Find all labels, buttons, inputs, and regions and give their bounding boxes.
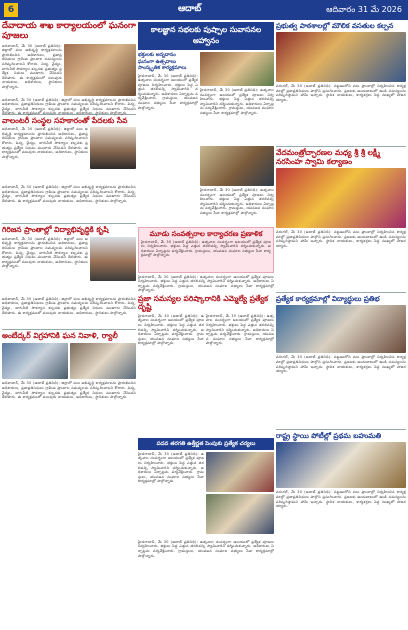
story-body: అదిలాబాద్, మే 30 (ఆదాబ్ ప్రతినిధి): జిల్లాలో పలు అభివృద్ధి కార్యక్రమాలను ప్రారంభించిన అధికారులు, ప్రజాప్రతినిధులు గ్రామీణ ప్రాంతాల సమస్యలను పరిష్కరించాలని కోరారు. విద్య, వైద్యం, తాగునీటి సౌకర్యాల కల్పనకు ప్రభుత్వం ప్రత్యేక నిధులు మంజూరు చేసిందని తెలిపారు. ఈ కార్యక్రమంలో పలువురు నాయకులు, అధికారులు, స్థానికులు పాల్గొన్నారు. (2, 127, 88, 159)
divider (276, 429, 406, 430)
left-column (2, 22, 136, 628)
story-body: హైదరాబాద్, మే 30 (ఆదాబ్ ప్రతినిధి): ఉత్సవాల సందర్భంగా ఆలయంలో ప్రత్యేక పూజలు నిర్వహించారు. భక్తులు పెద్ద ఎత్తున తరలివచ్చి స్వామివారిని దర్శించుకున్నారు. అధికారులు ఏర్పాట్లను పర్యవేక్షించారు. గ్రామస్తులు, యువజన సంఘాల సభ్యులు సేవా కార్యక్రమాల్లో పాల్గొన్నారు. (200, 88, 274, 115)
story-body: వరంగల్, మే 30 (ఆదాబ్ ప్రతినిధి): పట్టణంలోని పలు ప్రాంతాల్లో నిర్వహించిన కార్యక్రమాల్లో ప్రజాప్రతినిధులు పాల్గొని ప్రసంగించారు. ప్రజలకు అందుబాటులో ఉండి సమస్యలను పరిష్కరిస్తామని హామీ ఇచ్చారు. స్థానిక నాయకులు, కార్యకర్తలు పెద్ద సంఖ్యలో హాజరయ్యారు. (276, 230, 406, 249)
story-photo (64, 44, 136, 96)
deity-photo (276, 168, 406, 228)
section-banner: పదవ తరగతి ఉత్తీర్ణత పెంపుకు ప్రత్యేక చర్యలు (138, 438, 274, 450)
story-body: వరంగల్, మే 30 (ఆదాబ్ ప్రతినిధి): పట్టణంలోని పలు ప్రాంతాల్లో నిర్వహించిన కార్యక్రమాల్లో ప్రజాప్రతినిధులు పాల్గొని ప్రసంగించారు. ప్రజలకు అందుబాటులో ఉండి సమస్యలను పరిష్కరిస్తామని హామీ ఇచ్చారు. స్థానిక నాయకులు, కార్యకర్తలు పెద్ద సంఖ్యలో హాజరయ్యారు. (276, 355, 406, 374)
story-photo (276, 442, 406, 488)
divider (2, 329, 136, 330)
story-headline: రాష్ట్ర స్థాయి పోటీల్లో ప్రథమ బహుమతి (276, 431, 382, 441)
story-headline: వేదమంత్రోచ్ఛారణల మధ్య శ్రీ శ్రీ లక్ష్మీ నరసింహ స్వామి కల్యాణం (276, 148, 381, 166)
page-header (0, 0, 408, 20)
divider (276, 146, 406, 147)
bullet-item: ఘనంగా ఉత్సవాలు (138, 58, 177, 65)
story-body: హైదరాబాద్, మే 30 (ఆదాబ్ ప్రతినిధి): ఉత్సవాల సందర్భంగా ఆలయంలో ప్రత్యేక పూజలు నిర్వహించారు. భక్తులు పెద్ద ఎత్తున తరలివచ్చి స్వామివారిని దర్శించుకున్నారు. అధికారులు ఏర్పాట్లను పర్యవేక్షించారు. గ్రామస్తులు, యువజన సంఘాల సభ్యులు సేవా కార్యక్రమాల్లో పాల్గొన్నారు. (200, 188, 274, 215)
story-headline: వాలంటరీ సంస్థల సహకారంతో పేదలకు సేవ (2, 115, 128, 125)
center-column (138, 22, 274, 628)
story-body: హైదరాబాద్, మే 30 (ఆదాబ్ ప్రతినిధి): ఉత్సవాల సందర్భంగా ఆలయంలో ప్రత్యేక పూజలు నిర్వహించారు. భక్తులు పెద్ద ఎత్తున తరలివచ్చి స్వామివారిని దర్శించుకున్నారు. అధికారులు ఏర్పాట్లను పర్యవేక్షించారు. గ్రామస్తులు, యువజన సంఘాల సభ్యులు సేవా కార్యక్రమాల్లో పాల్గొన్నారు. (138, 539, 274, 558)
portrait-photo (90, 237, 136, 281)
story-body: హైదరాబాద్, మే 30 (ఆదాబ్ ప్రతినిధి): ఉత్సవాల సందర్భంగా ఆలయంలో ప్రత్యేక పూజలు నిర్వహించారు. భక్తులు పెద్ద ఎత్తున తరలివచ్చి స్వామివారిని దర్శించుకున్నారు. అధికారులు ఏర్పాట్లను పర్యవేక్షించారు. గ్రామస్తులు, యువజన సంఘాల సభ్యులు సేవా కార్యక్రమాల్లో పాల్గొన్నారు. (141, 239, 271, 258)
story-photo (70, 343, 136, 379)
story-headline: మూడు సంవత్సరాల కార్యాచరణ ప్రణాళిక (149, 228, 263, 238)
story-body: అదిలాబాద్, మే 30 (ఆదాబ్ ప్రతినిధి): జిల్లాలో పలు అభివృద్ధి కార్యక్రమాలను ప్రారంభించిన అధికారులు, ప్రజాప్రతినిధులు గ్రామీణ ప్రాంతాల సమస్యలను పరిష్కరించాలని కోరారు. విద్య, వైద్యం, తాగునీటి సౌకర్యాల కల్పనకు ప్రభుత్వం ప్రత్యేక నిధులు మంజూరు చేసిందని తెలిపారు. ఈ కార్యక్రమంలో పలువురు నాయకులు, అధికారులు, స్థానికులు పాల్గొన్నారు. (2, 296, 136, 315)
story-body: అదిలాబాద్, మే 30 (ఆదాబ్ ప్రతినిధి): జిల్లాలో పలు అభివృద్ధి కార్యక్రమాలను ప్రారంభించిన అధికారులు, ప్రజాప్రతినిధులు గ్రామీణ ప్రాంతాల సమస్యలను పరిష్కరించాలని కోరారు. విద్య, వైద్యం, తాగునీటి సౌకర్యాల కల్పనకు ప్రభుత్వం ప్రత్యేక నిధులు మంజూరు చేసిందని తెలిపారు. ఈ కార్యక్రమంలో పలువురు నాయకులు, అధికారులు, స్థానికులు పాల్గొన్నారు. (2, 43, 62, 89)
story-headline: ప్రభుత్వ పాఠశాలల్లో మౌలిక వసతుల కల్పన (276, 21, 394, 30)
portrait-photo (90, 127, 136, 169)
story-photo (206, 494, 274, 534)
story-headline: ప్రజా సమస్యల పరిష్కారానికి ఎమ్మెల్యే ప్రత్యేక దృష్టి (138, 293, 269, 312)
story-body: హైదరాబాద్, మే 30 (ఆదాబ్ ప్రతినిధి): ఉత్సవాల సందర్భంగా ఆలయంలో ప్రత్యేక పూజలు నిర్వహించారు. భక్తులు పెద్ద ఎత్తున తరలివచ్చి స్వామివారిని దర్శించుకున్నారు. అధికారులు ఏర్పాట్లను పర్యవేక్షించారు. గ్రామస్తులు, యువజన సంఘాల సభ్యులు సేవా కార్యక్రమాల్లో పాల్గొన్నారు. (138, 274, 274, 293)
masthead: ఆదాబ్ (178, 4, 202, 14)
story-photo (200, 52, 274, 86)
right-column (276, 22, 406, 628)
story-headline: ప్రత్యేక కార్యక్రమాల్లో విద్యార్థులు ప్రతిభ (276, 294, 380, 304)
story-headline: గిరిజన ప్రాంతాల్లో విద్యాభివృద్ధికి కృషి (2, 225, 109, 235)
story-photo (276, 32, 406, 82)
story-body: వరంగల్, మే 30 (ఆదాబ్ ప్రతినిధి): పట్టణంలోని పలు ప్రాంతాల్లో నిర్వహించిన కార్యక్రమాల్లో ప్రజాప్రతినిధులు పాల్గొని ప్రసంగించారు. ప్రజలకు అందుబాటులో ఉండి సమస్యలను పరిష్కరిస్తామని హామీ ఇచ్చారు. స్థానిక నాయకులు, కార్యకర్తలు పెద్ద సంఖ్యలో హాజరయ్యారు. (276, 490, 406, 509)
story-body: హైదరాబాద్, మే 30 (ఆదాబ్ ప్రతినిధి): ఉత్సవాల సందర్భంగా ఆలయంలో ప్రత్యేక పూజలు నిర్వహించారు. భక్తులు పెద్ద ఎత్తున తరలివచ్చి స్వామివారిని దర్శించుకున్నారు. అధికారులు ఏర్పాట్లను పర్యవేక్షించారు. గ్రామస్తులు, యువజన సంఘాల సభ్యులు సేవా కార్యక్రమాల్లో పాల్గొన్నారు. (206, 313, 274, 346)
story-body: అదిలాబాద్, మే 30 (ఆదాబ్ ప్రతినిధి): జిల్లాలో పలు అభివృద్ధి కార్యక్రమాలను ప్రారంభించిన అధికారులు, ప్రజాప్రతినిధులు గ్రామీణ ప్రాంతాల సమస్యలను పరిష్కరించాలని కోరారు. విద్య, వైద్యం, తాగునీటి సౌకర్యాల కల్పనకు ప్రభుత్వం ప్రత్యేక నిధులు మంజూరు చేసిందని తెలిపారు. ఈ కార్యక్రమంలో పలువురు నాయకులు, అధికారులు, స్థానికులు పాల్గొన్నారు. (2, 236, 88, 269)
story-headline: దేవాదాయ శాఖ కార్యాలయంలో ఘనంగా పూజలు (2, 21, 136, 41)
section-banner: కాలజ్ఞాన సభలకు పుష్పాల సువాసనల ఆహ్వానం (138, 22, 274, 50)
page-number: 6 (4, 3, 18, 17)
divider (276, 292, 406, 293)
bullet-item: సాంస్కృతిక కార్యక్రమాలు (138, 65, 187, 71)
bullet-item: భక్తులకు అన్నదానం (138, 52, 176, 58)
story-body: అదిలాబాద్, మే 30 (ఆదాబ్ ప్రతినిధి): జిల్లాలో పలు అభివృద్ధి కార్యక్రమాలను ప్రారంభించిన అధికారులు, ప్రజాప్రతినిధులు గ్రామీణ ప్రాంతాల సమస్యలను పరిష్కరించాలని కోరారు. విద్య, వైద్యం, తాగునీటి సౌకర్యాల కల్పనకు ప్రభుత్వం ప్రత్యేక నిధులు మంజూరు చేసిందని తెలిపారు. ఈ కార్యక్రమంలో పలువురు నాయకులు, అధికారులు, స్థానికులు పాల్గొన్నారు. (2, 381, 136, 400)
story-body: హైదరాబాద్, మే 30 (ఆదాబ్ ప్రతినిధి): ఉత్సవాల సందర్భంగా ఆలయంలో ప్రత్యేక పూజలు నిర్వహించారు. భక్తులు పెద్ద ఎత్తున తరలివచ్చి స్వామివారిని దర్శించుకున్నారు. అధికారులు ఏర్పాట్లను పర్యవేక్షించారు. గ్రామస్తులు, యువజన సంఘాల సభ్యులు సేవా కార్యక్రమాల్లో పాల్గొన్నారు. (138, 313, 204, 346)
story-body: అదిలాబాద్, మే 30 (ఆదాబ్ ప్రతినిధి): జిల్లాలో పలు అభివృద్ధి కార్యక్రమాలను ప్రారంభించిన అధికారులు, ప్రజాప్రతినిధులు గ్రామీణ ప్రాంతాల సమస్యలను పరిష్కరించాలని కోరారు. విద్య, వైద్యం, తాగునీటి సౌకర్యాల కల్పనకు ప్రభుత్వం ప్రత్యేక నిధులు మంజూరు చేసిందని తెలిపారు. ఈ కార్యక్రమంలో పలువురు నాయకులు, అధికారులు, స్థానికులు పాల్గొన్నారు. (2, 185, 136, 203)
story-body: వరంగల్, మే 30 (ఆదాబ్ ప్రతినిధి): పట్టణంలోని పలు ప్రాంతాల్లో నిర్వహించిన కార్యక్రమాల్లో ప్రజాప్రతినిధులు పాల్గొని ప్రసంగించారు. ప్రజలకు అందుబాటులో ఉండి సమస్యలను పరిష్కరిస్తామని హామీ ఇచ్చారు. స్థానిక నాయకులు, కార్యకర్తలు పెద్ద సంఖ్యలో హాజరయ్యారు. (276, 84, 406, 102)
story-photo (2, 343, 68, 379)
story-body: హైదరాబాద్, మే 30 (ఆదాబ్ ప్రతినిధి): ఉత్సవాల సందర్భంగా ఆలయంలో ప్రత్యేక పూజలు నిర్వహించారు. భక్తులు పెద్ద ఎత్తున తరలివచ్చి స్వామివారిని దర్శించుకున్నారు. అధికారులు ఏర్పాట్లను పర్యవేక్షించారు. గ్రామస్తులు, యువజన సంఘాల సభ్యులు సేవా కార్యక్రమాల్లో పాల్గొన్నారు. (138, 73, 198, 110)
story-photo (200, 146, 274, 186)
story-body: హైదరాబాద్, మే 30 (ఆదాబ్ ప్రతినిధి): ఉత్సవాల సందర్భంగా ఆలయంలో ప్రత్యేక పూజలు నిర్వహించారు. భక్తులు పెద్ద ఎత్తున తరలివచ్చి స్వామివారిని దర్శించుకున్నారు. అధికారులు ఏర్పాట్లను పర్యవేక్షించారు. గ్రామస్తులు, యువజన సంఘాల సభ్యులు సేవా కార్యక్రమాల్లో పాల్గొన్నారు. (138, 451, 204, 484)
issue-date: ఆదివారం 31 మే 2026 (326, 5, 402, 14)
divider (2, 223, 136, 224)
story-headline: అంబేద్కర్ విగ్రహానికి ఘన నివాళి, ర్యాలీ (2, 330, 118, 340)
story-photo (206, 452, 274, 492)
story-photo (276, 305, 406, 353)
story-body: అదిలాబాద్, మే 30 (ఆదాబ్ ప్రతినిధి): జిల్లాలో పలు అభివృద్ధి కార్యక్రమాలను ప్రారంభించిన అధికారులు, ప్రజాప్రతినిధులు గ్రామీణ ప్రాంతాల సమస్యలను పరిష్కరించాలని కోరారు. విద్య, వైద్యం, తాగునీటి సౌకర్యాల కల్పనకు ప్రభుత్వం ప్రత్యేక నిధులు మంజూరు చేసిందని తెలిపారు. ఈ కార్యక్రమంలో పలువురు నాయకులు, అధికారులు, స్థానికులు పాల్గొన్నారు. (2, 97, 136, 116)
